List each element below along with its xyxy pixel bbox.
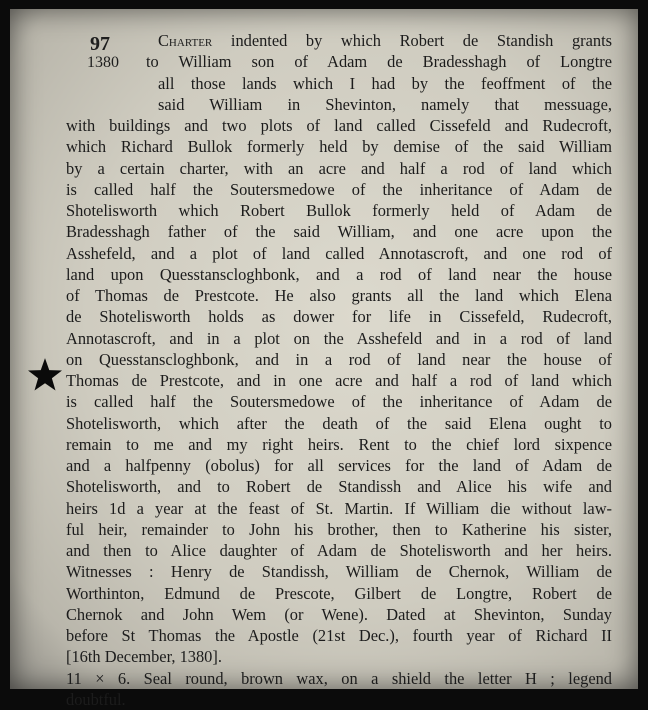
charter-text: [66, 30, 612, 710]
text-line: to William son of Adam de Bradesshagh of Longtre: [146, 52, 612, 72]
document-page: [10, 9, 638, 709]
seal-line: doubtful.: [66, 689, 126, 709]
document-number: 97: [90, 33, 110, 55]
text-line: heirs 1d a year at the feast of St. Martin. If William die without law-: [66, 498, 612, 518]
text-line: [16th December, 1380].: [66, 647, 222, 667]
text-line: with buildings and two plots of land called Cissefeld and Rudecroft,: [66, 116, 612, 135]
text-line: Bradesshagh father of the said William, and one acre upon the: [66, 222, 612, 242]
text-line: all those lands which I had by the feoffment of the: [158, 73, 612, 93]
text-line: and a halfpenny (obolus) for all services for the land of Adam de: [66, 456, 612, 475]
text-line: Worthinton, Edmund de Prescote, Gilbert de Longtre, Robert de: [66, 583, 612, 603]
text-line: Witnesses : Henry de Standissh, William de Chernok, William de: [66, 562, 612, 582]
text-line: by a certain charter, with an acre and half a rod of land which: [66, 158, 612, 178]
text-line: land upon Quesstanscloghbonk, and a rod of land near the house: [66, 264, 612, 284]
text-line: of Thomas de Prestcote. He also grants all the land which Elena: [66, 286, 612, 305]
heading-word: Charter: [158, 31, 213, 50]
text-line: and then to Alice daughter of Adam de Shotelisworth and her heirs.: [66, 541, 612, 560]
text-line: Annotascroft, and in a plot on the Asshefeld and in a rod of land: [66, 328, 612, 348]
star-icon: [26, 357, 64, 395]
document-year: 1380: [87, 54, 119, 71]
text-line: remain to me and my right heirs. Rent to the chief lord sixpence: [66, 434, 612, 454]
text-line: Charter indented by which Robert de Standish grants: [158, 31, 612, 50]
text-line: on Quesstanscloghbonk, and in a rod of land near the house of: [66, 349, 612, 369]
seal-line: 11 × 6. Seal round, brown wax, on a shield the letter H ; legend: [66, 668, 612, 688]
text-line: Shotelisworth which Robert Bullok formerly held of Adam de: [66, 201, 612, 220]
text-line: de Shotelisworth holds as dower for life in Cissefeld, Rudecroft,: [66, 307, 612, 327]
text-line: before St Thomas the Apostle (21st Dec.), fourth year of Richard II: [66, 626, 612, 645]
text-line: which Richard Bullok formerly held by demise of the said William: [66, 137, 612, 157]
text-line: Chernok and John Wem (or Wene). Dated at Shevinton, Sunday: [66, 604, 612, 624]
text-line: is called half the Soutersmedowe of the inheritance of Adam de: [66, 179, 612, 199]
text-line: said William in Shevinton, namely that messuage,: [158, 94, 612, 114]
text-line: Thomas de Prestcote, and in one acre and half a rod of land which: [66, 371, 612, 390]
text-line: Asshefeld, and a plot of land called Annotascroft, and one rod of: [66, 243, 612, 263]
text-line: Shotelisworth, which after the death of the said Elena ought to: [66, 413, 612, 433]
text-line: is called half the Soutersmedowe of the inheritance of Adam de: [66, 392, 612, 412]
text-line: ful heir, remainder to John his brother, then to Katherine his sister,: [66, 519, 612, 539]
text-line: Shotelisworth, and to Robert de Standissh and Alice his wife and: [66, 477, 612, 497]
